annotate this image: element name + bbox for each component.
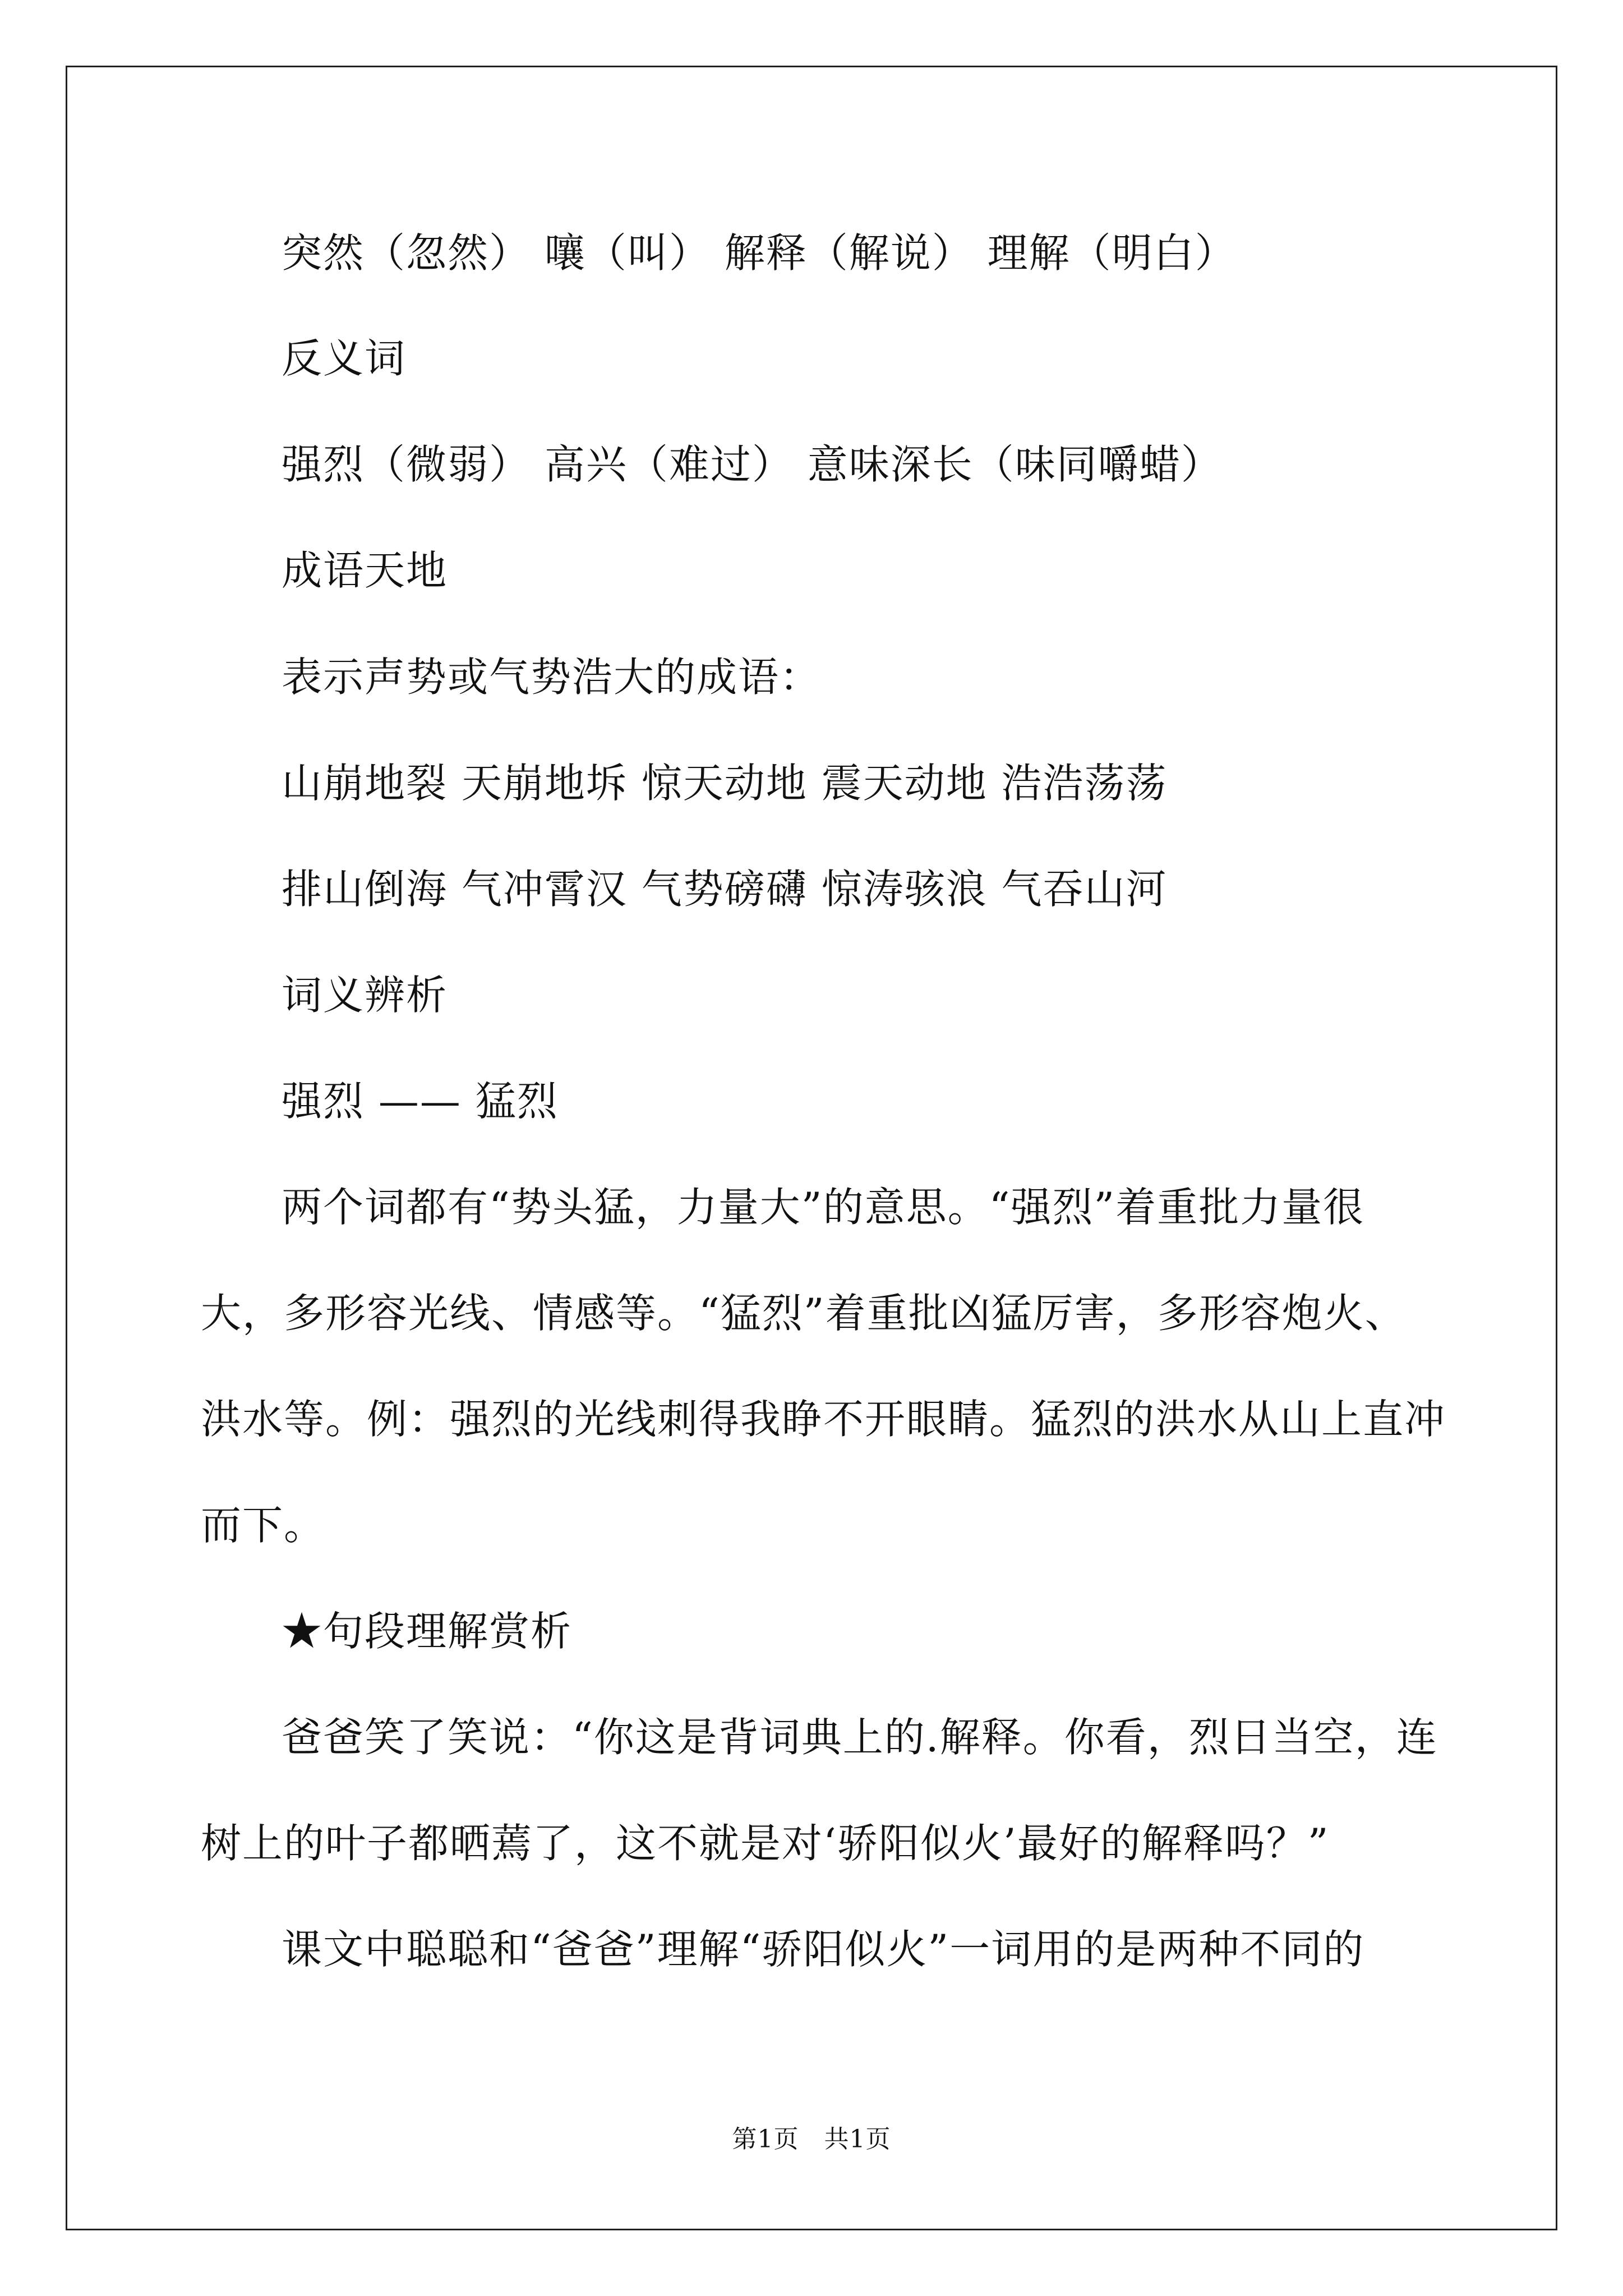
page-footer: 第1页 共1页 <box>732 2125 891 2154</box>
paragraph-line: 大，多形容光线、情感等。“猛烈”着重批凶猛厉害，多形容炮火、 <box>201 1290 1407 1337</box>
paragraph-line: 而下。 <box>201 1502 326 1549</box>
paragraph-line: 课文中聪聪和“爸爸”理解“骄阳似火”一词用的是两种不同的 <box>282 1926 1365 1973</box>
antonym-heading: 反义词 <box>282 335 407 382</box>
idiom-heading: 成语天地 <box>282 547 448 594</box>
idiom-row-2: 排山倒海 气冲霄汉 气势磅礴 惊涛骇浪 气吞山河 <box>282 866 1168 913</box>
paragraph-line: 两个词都有“势头猛，力量大”的意思。“强烈”着重批力量很 <box>282 1184 1365 1231</box>
idiom-intro: 表示声势或气势浩大的成语： <box>282 654 822 701</box>
antonym-line: 强烈（微弱） 高兴（难过） 意味深长（味同嚼蜡） <box>282 441 1223 488</box>
analysis-heading: ★句段理解赏析 <box>282 1608 573 1655</box>
page-border <box>66 66 1557 2230</box>
synonym-line: 突然（忽然） 嚷（叫） 解释（解说） 理解（明白） <box>282 229 1237 277</box>
quote-line: 爸爸笑了笑说：“你这是背词典上的.解释。你看，烈日当空，连 <box>282 1714 1438 1761</box>
word-pair: 强烈 —— 猛烈 <box>282 1078 559 1125</box>
paragraph-line: 洪水等。例：强烈的光线刺得我睁不开眼睛。猛烈的洪水从山上直冲 <box>201 1396 1446 1443</box>
idiom-row-1: 山崩地裂 天崩地坼 惊天动地 震天动地 浩浩荡荡 <box>282 760 1168 807</box>
meaning-heading: 词义辨析 <box>282 972 448 1019</box>
quote-line: 树上的叶子都晒蔫了，这不就是对‘骄阳似火’最好的解释吗？” <box>201 1820 1330 1867</box>
